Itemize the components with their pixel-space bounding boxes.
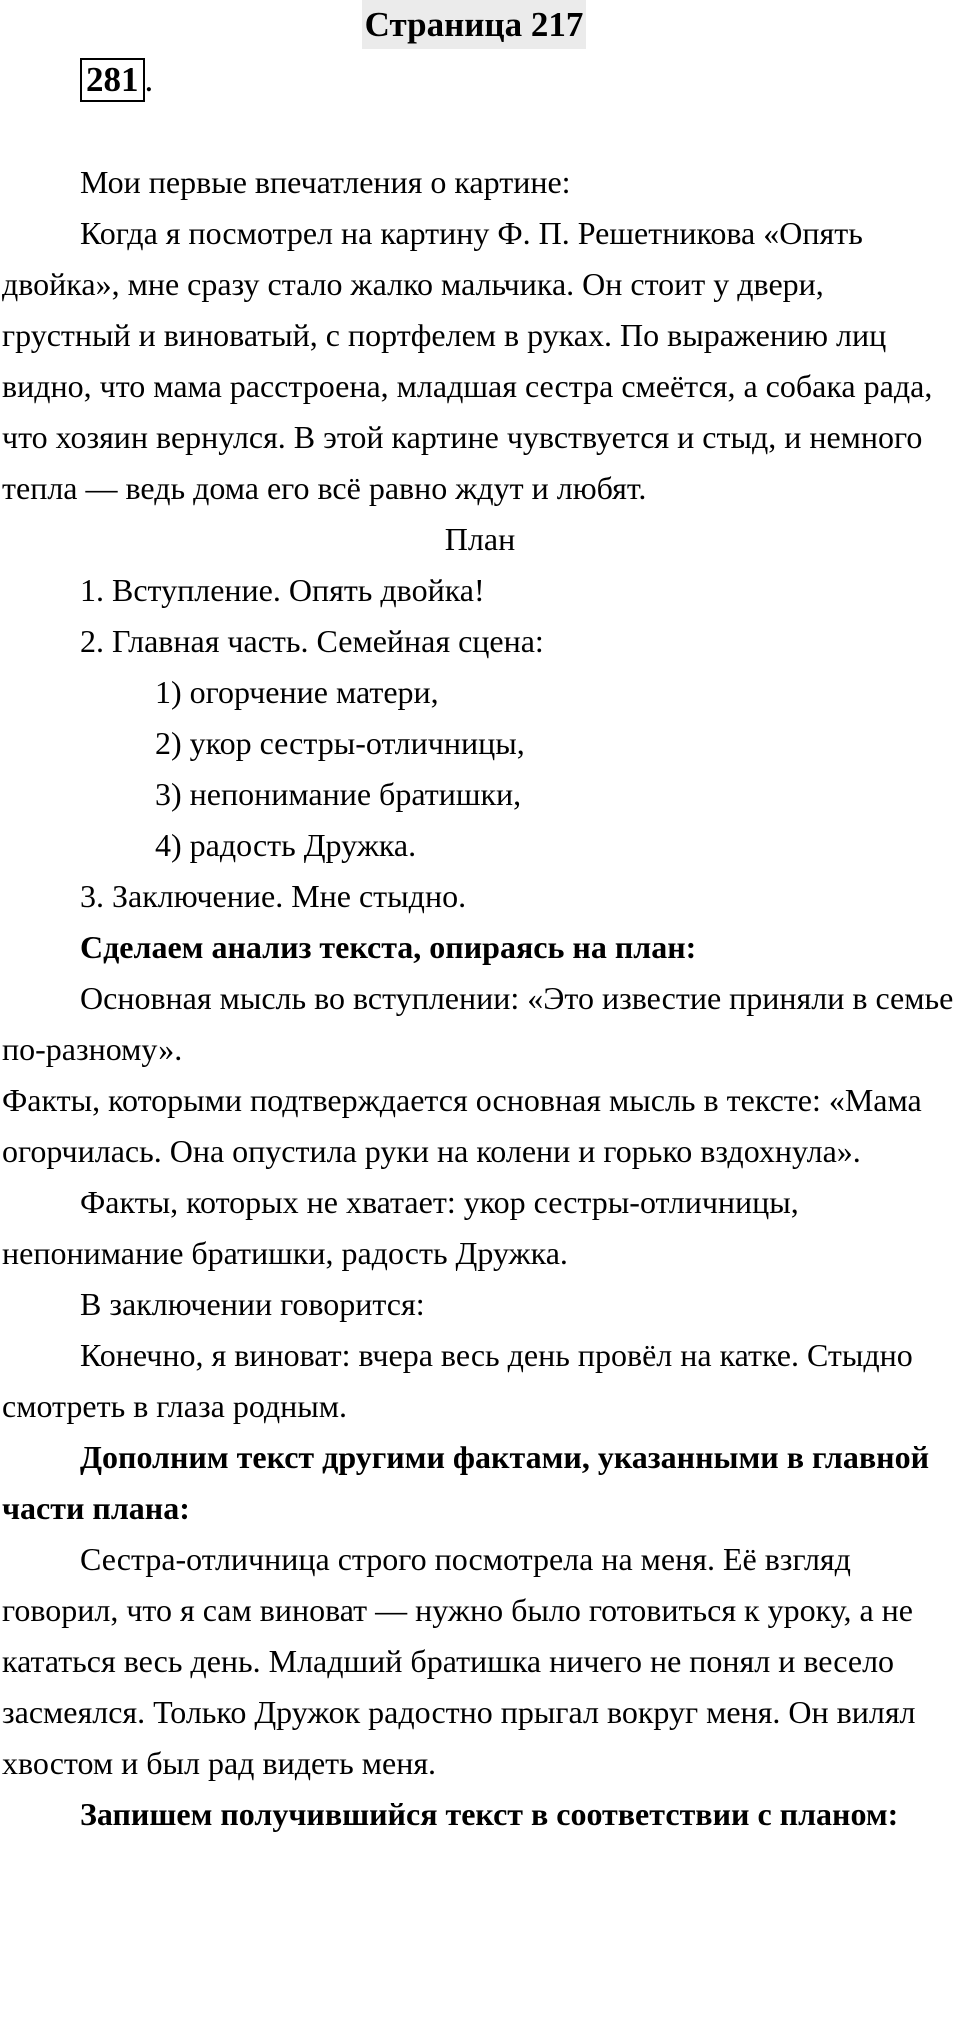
conclusion-intro: В заключении говорится: [80,1286,425,1322]
conclusion-paragraph: Конечно, я виноват: вчера весь день провёл на катке. Стыдно смотреть в глаза родным. [2,1337,913,1424]
page-title: Страница 217 [362,0,587,49]
plan-subitem: 4) радость Дружка. [155,827,417,863]
facts-confirming-paragraph: Факты, которыми подтверждается основная мысль в тексте: «Мама огорчилась. Она опустила руки на колени и горько вздохнула». [2,1082,922,1169]
task-number [80,58,153,102]
plan-subitem: 3) непонимание братишки, [155,776,522,812]
task-number-dot: . [144,60,154,99]
plan-item: 1. Вступление. Опять двойка! [80,572,485,608]
page-header [0,0,960,49]
plan-item: 3. Заключение. Мне стыдно. [80,878,467,914]
plan-subitem: 1) огорчение матери, [155,674,439,710]
impressions-title: Мои первые впечатления о картине: [80,164,571,200]
facts-missing-paragraph: Факты, которых не хватает: укор сестры-отличницы, непонимание братишки, радость Дружка. [2,1184,799,1271]
plan-subitem: 2) укор сестры-отличницы, [155,725,525,761]
content [2,157,958,1840]
analysis-heading: Сделаем анализ текста, опираясь на план: [80,929,697,965]
supplement-heading: Дополним текст другими фактами, указанными в главной части плана: [2,1439,930,1526]
main-thought-paragraph: Основная мысль во вступлении: «Это известие приняли в семье по-разному». [2,980,954,1067]
plan-item: 2. Главная часть. Семейная сцена: [80,623,544,659]
impressions-paragraph: Когда я посмотрел на картину Ф. П. Решетникова «Опять двойка», мне сразу стало жалко мальчика. Он стоит у двери, грустный и виноватый, с портфелем в руках. По выражению лиц видно, что мама расстроена, младшая сестра смеётся, а собака рада, что хозяин вернулся. В этой картине чувствуется и стыд, и немного тепла — ведь дома его всё равно ждут и любят. [2,215,933,506]
plan-title: План [444,521,516,557]
task-number-box: 281 [80,58,145,102]
supplement-paragraph: Сестра-отличница строго посмотрела на меня. Её взгляд говорил, что я сам виноват — нужно было готовиться к уроку, а не кататься весь день. Младший братишка ничего не понял и весело засмеялся. Только Дружок радостно прыгал вокруг меня. Он вилял хвостом и был рад видеть меня. [2,1541,916,1781]
final-heading: Запишем получившийся текст в соответствии с планом: [80,1796,899,1832]
